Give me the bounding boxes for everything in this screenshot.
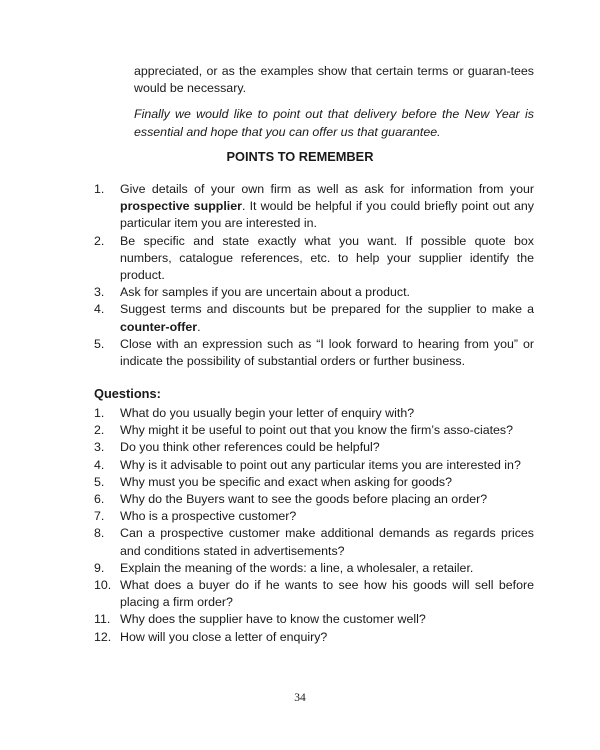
question-text: Why might it be useful to point out that you know the firm’s asso-ciates? xyxy=(120,423,514,438)
question-number: 5. xyxy=(94,474,105,489)
question-item xyxy=(94,474,534,491)
question-number: 12. xyxy=(94,629,112,644)
questions-heading: Questions: xyxy=(94,386,161,401)
intro-paragraph-italic: Finally we would like to point out that delivery before the New Year is essential and hope that you can offer us that guarantee. xyxy=(134,107,534,139)
item-number: 4. xyxy=(94,302,105,317)
intro-paragraph: appreciated, or as the examples show that certain terms or guaran-tees would be necessary. xyxy=(134,64,534,96)
questions-list xyxy=(94,405,534,646)
points-list-item xyxy=(94,233,534,285)
question-item xyxy=(94,560,534,577)
question-item xyxy=(94,577,534,611)
question-text: Do you think other references could be helpful? xyxy=(120,440,380,455)
question-text: Why do the Buyers want to see the goods before placing an order? xyxy=(120,492,488,507)
question-item xyxy=(94,629,534,646)
question-item xyxy=(94,525,534,559)
question-number: 1. xyxy=(94,406,105,420)
question-number: 10. xyxy=(94,578,112,593)
points-heading: POINTS TO REMEMBER xyxy=(226,149,374,164)
question-text: What do you usually begin your letter of enquiry with? xyxy=(120,406,415,420)
item-text: Give details of your own firm as well as ask for information from your prospective supplier. It would be helpful if you could briefly point out any particular item you are interested in. xyxy=(120,182,534,231)
question-item xyxy=(94,439,534,456)
question-item xyxy=(94,611,534,628)
points-list-item xyxy=(94,336,534,370)
question-text: Can a prospective customer make additional demands as regards prices and conditions stated in advertisements? xyxy=(120,526,534,558)
item-number: 2. xyxy=(94,233,105,248)
question-text: Why must you be specific and exact when asking for goods? xyxy=(120,474,452,489)
question-number: 2. xyxy=(94,423,105,438)
question-text: Explain the meaning of the words: a line, a wholesaler, a retailer. xyxy=(120,560,474,575)
question-text: Who is a prospective customer? xyxy=(120,509,297,524)
question-number: 11. xyxy=(94,612,111,627)
question-text: How will you close a letter of enquiry? xyxy=(120,629,328,644)
question-text: Why is it advisable to point out any particular items you are interested in? xyxy=(120,457,521,472)
item-text: Suggest terms and discounts but be prepared for the supplier to make a counter-offer. xyxy=(120,302,534,334)
question-number: 6. xyxy=(94,492,105,507)
intro-section xyxy=(134,63,534,141)
question-text: Why does the supplier have to know the customer well? xyxy=(120,612,426,627)
item-number: 5. xyxy=(94,336,105,351)
bold-term: counter-offer xyxy=(120,319,198,334)
item-number: 1. xyxy=(94,182,105,196)
question-number: 8. xyxy=(94,526,105,541)
question-item xyxy=(94,405,534,422)
page-number: 34 xyxy=(294,692,306,704)
points-list xyxy=(94,181,534,370)
question-number: 7. xyxy=(94,509,105,524)
question-text: What does a buyer do if he wants to see how his goods will sell before placing a firm order? xyxy=(120,578,534,610)
item-text: Ask for samples if you are uncertain about a product. xyxy=(120,285,410,300)
item-text: Close with an expression such as “I look forward to hearing from you” or indicate the possibility of substantial orders or further business. xyxy=(120,336,534,369)
item-text: Be specific and state exactly what you want. If possible quote box numbers, catalogue references, etc. to help your supplier identify the product. xyxy=(120,233,534,283)
question-item xyxy=(94,457,534,474)
question-number: 3. xyxy=(94,440,105,455)
points-list-item xyxy=(94,301,534,335)
question-item xyxy=(94,422,534,439)
question-number: 9. xyxy=(94,560,105,575)
question-item xyxy=(94,491,534,508)
points-list-item xyxy=(94,181,534,233)
question-item xyxy=(94,508,534,525)
bold-term: prospective supplier xyxy=(120,199,242,214)
question-number: 4. xyxy=(94,457,105,472)
points-list-item xyxy=(94,284,534,301)
item-number: 3. xyxy=(94,285,105,300)
